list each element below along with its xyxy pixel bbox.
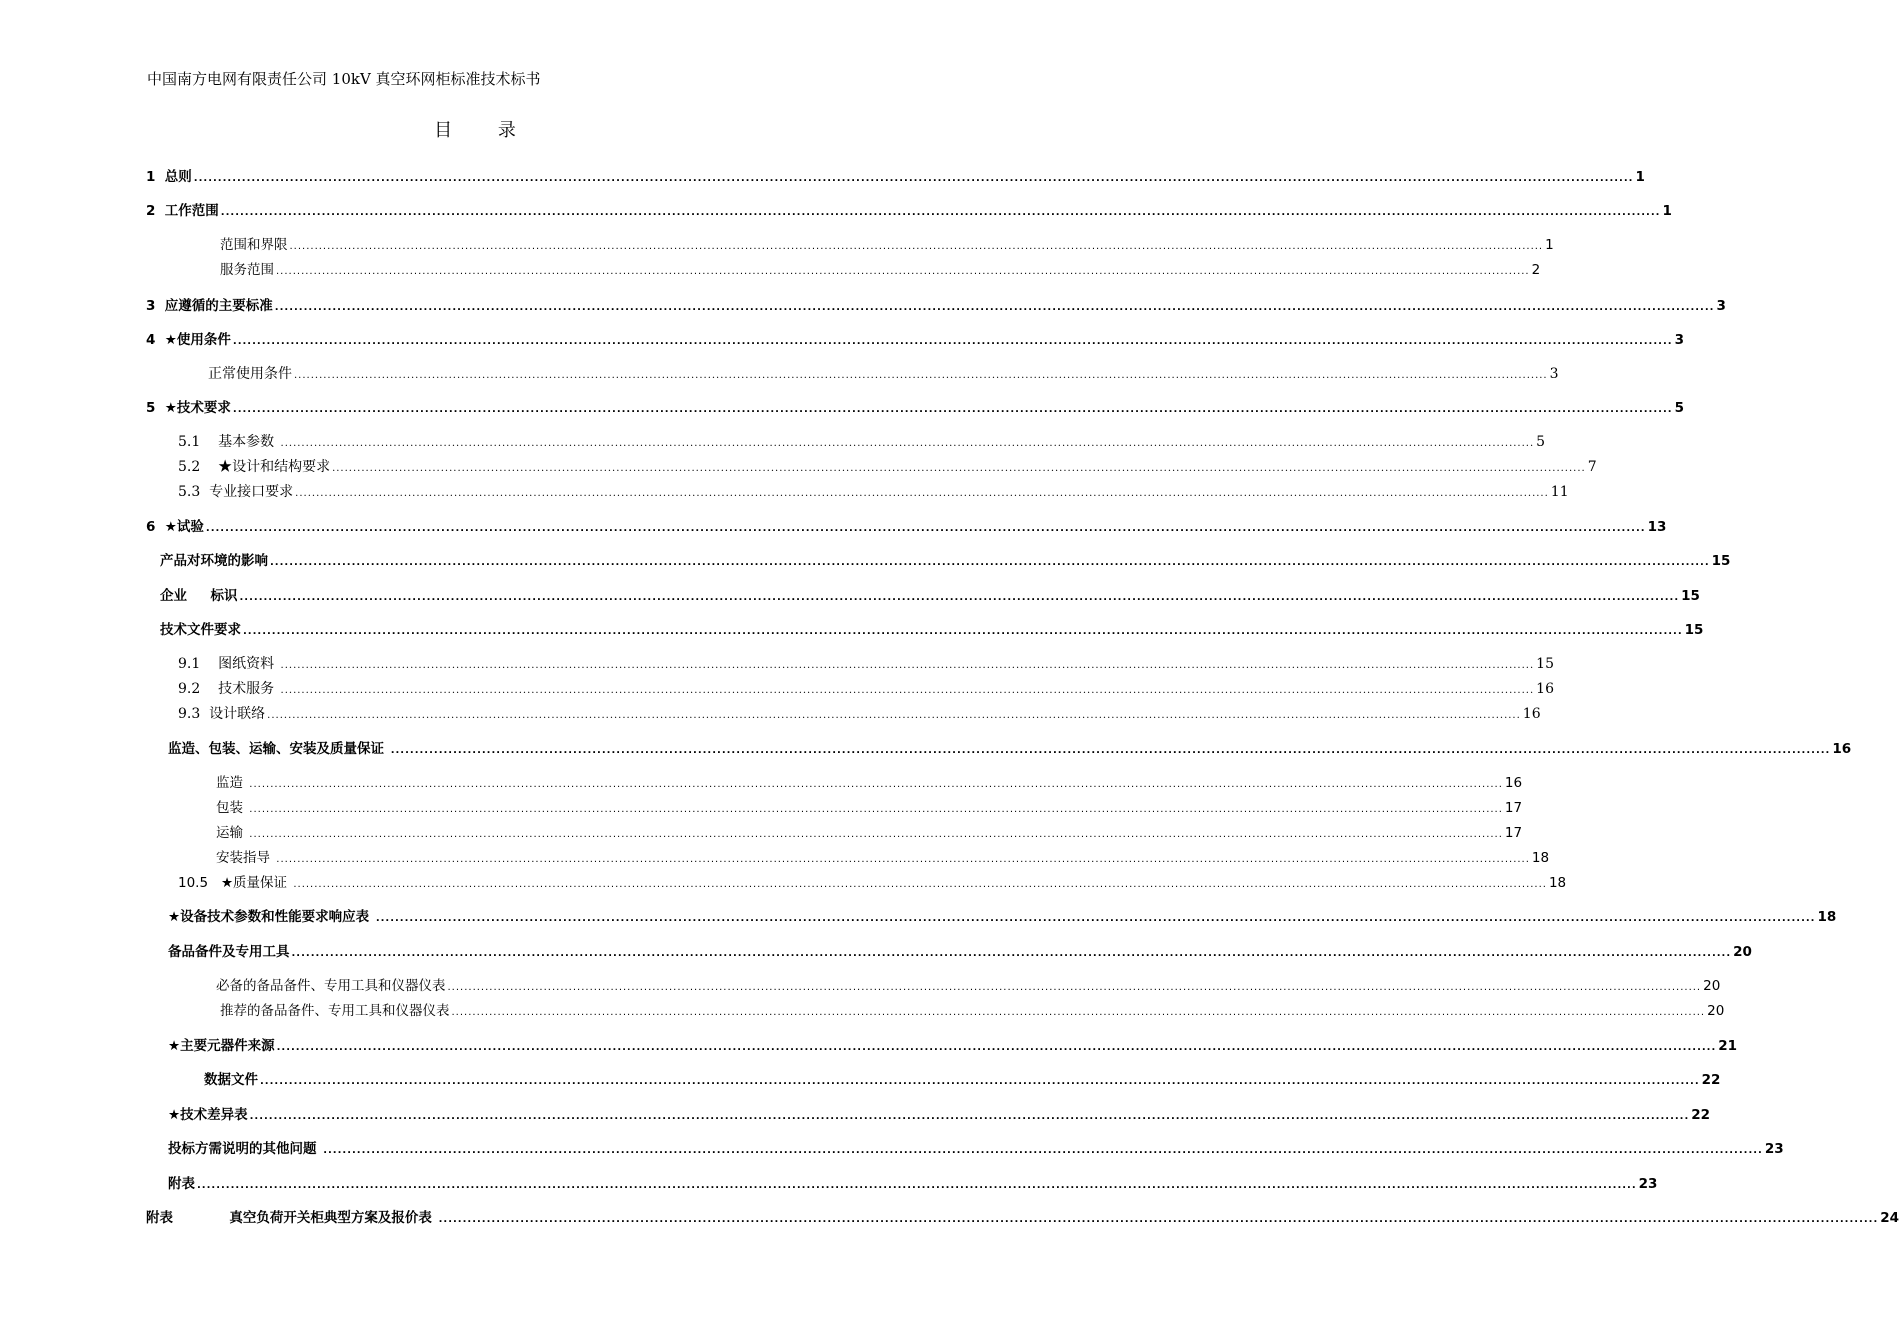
- toc-entry-page: 20: [1707, 1003, 1725, 1019]
- dot-leader: ............................................................................................................................................................................................................................................................................................................: [293, 879, 1547, 890]
- toc-entry[interactable]: [160, 551, 1731, 571]
- dot-leader: ............................................................................................................................................................................................................................................................................................................: [239, 592, 1680, 603]
- toc-entry-number: 10.5: [178, 875, 221, 891]
- toc-entry-label: ★设计和结构要求: [218, 459, 331, 475]
- toc-entry[interactable]: [146, 1208, 1899, 1228]
- dot-leader: ............................................................................................................................................................................................................................................................................................................: [232, 336, 1673, 347]
- toc-entry-label: 服务范围: [220, 262, 274, 278]
- toc-entry[interactable]: [208, 364, 1559, 384]
- toc-entry[interactable]: [220, 260, 1541, 280]
- toc-entry-page: 23: [1638, 1176, 1658, 1192]
- toc-entry[interactable]: [160, 586, 1700, 606]
- toc-entry[interactable]: [204, 1070, 1721, 1090]
- toc-entry[interactable]: [168, 1139, 1784, 1159]
- toc-entry[interactable]: [168, 1105, 1711, 1125]
- dot-leader: ............................................................................................................................................................................................................................................................................................................: [291, 948, 1732, 959]
- toc-entry-number: 附表: [146, 1210, 230, 1226]
- dot-leader: ............................................................................................................................................................................................................................................................................................................: [274, 302, 1715, 313]
- toc-entry-label: 企业 标识: [160, 588, 238, 604]
- toc-entry-label: 总则: [164, 169, 192, 185]
- toc-entry-page: 15: [1681, 588, 1700, 604]
- toc-entry-label: 技术文件要求: [160, 622, 241, 638]
- toc-entry[interactable]: [146, 167, 1645, 187]
- toc-entry-page: 11: [1550, 484, 1569, 500]
- toc-entry-page: 18: [1548, 875, 1567, 891]
- toc-entry-label: 专业接口要求: [209, 484, 294, 500]
- toc-entry[interactable]: [178, 432, 1546, 452]
- toc-entry-page: 1: [1635, 169, 1645, 185]
- toc-entry-page: 23: [1764, 1141, 1784, 1157]
- toc-entry[interactable]: [146, 296, 1726, 316]
- toc-entry-label: 投标方需说明的其他问题: [168, 1141, 322, 1157]
- toc-entry-number: 1: [146, 169, 165, 185]
- toc-entry-number: 3: [146, 298, 165, 314]
- toc-entry[interactable]: [178, 704, 1541, 724]
- toc-entry-number: 5.3: [178, 484, 210, 500]
- toc-entry-number: 9.1: [178, 656, 219, 672]
- toc-entry-page: 16: [1536, 681, 1554, 697]
- toc-entry[interactable]: [146, 201, 1672, 221]
- toc-entry[interactable]: [178, 482, 1569, 502]
- dot-leader: ............................................................................................................................................................................................................................................................................................................: [375, 913, 1816, 924]
- toc-entry-number: 5: [146, 400, 165, 416]
- dot-leader: ............................................................................................................................................................................................................................................................................................................: [276, 1042, 1717, 1053]
- toc-entry-page: 16: [1504, 775, 1523, 791]
- dot-leader: ............................................................................................................................................................................................................................................................................................................: [280, 438, 1535, 449]
- toc-entry-label: 运输: [216, 825, 248, 841]
- toc-entry-label: 必备的备品备件、专用工具和仪器仪表: [216, 978, 446, 994]
- dot-leader: ............................................................................................................................................................................................................................................................................................................: [323, 1145, 1763, 1156]
- toc-entry-page: 2: [1531, 262, 1541, 278]
- toc-entry-page: 21: [1718, 1038, 1738, 1054]
- toc-entry-label: 推荐的备品备件、专用工具和仪器仪表: [220, 1003, 450, 1019]
- toc-entry-page: 16: [1832, 741, 1852, 757]
- toc-entry-page: 7: [1587, 459, 1597, 475]
- toc-entry-page: 20: [1733, 944, 1752, 960]
- toc-entry-label: 安装指导: [216, 850, 275, 866]
- toc-entry[interactable]: [178, 457, 1597, 477]
- toc-entry[interactable]: [146, 330, 1684, 350]
- dot-leader: ............................................................................................................................................................................................................................................................................................................: [295, 488, 1549, 499]
- toc-entry[interactable]: [220, 1001, 1725, 1021]
- dot-leader: ............................................................................................................................................................................................................................................................................................................: [267, 710, 1521, 721]
- toc-entry-label: 真空负荷开关柜典型方案及报价表: [229, 1210, 437, 1226]
- toc-entry-label: ★设备技术参数和性能要求响应表: [168, 909, 374, 925]
- toc-entry-page: 5: [1536, 434, 1546, 450]
- dot-leader: ............................................................................................................................................................................................................................................................................................................: [294, 370, 1548, 381]
- dot-leader: ............................................................................................................................................................................................................................................................................................................: [205, 523, 1646, 534]
- toc-entry[interactable]: [146, 398, 1684, 418]
- toc-entry[interactable]: [220, 235, 1554, 255]
- toc-entry[interactable]: [178, 679, 1554, 699]
- dot-leader: ............................................................................................................................................................................................................................................................................................................: [243, 626, 1683, 637]
- toc-entry-label: 基本参数: [218, 434, 279, 450]
- toc-entry-page: 22: [1701, 1072, 1721, 1088]
- dot-leader: ............................................................................................................................................................................................................................................................................................................: [249, 779, 1503, 790]
- toc-entry-page: 18: [1817, 909, 1837, 925]
- toc-entry-label: ★试验: [164, 519, 204, 535]
- toc-entry-number: 9.2: [178, 681, 219, 697]
- dot-leader: ............................................................................................................................................................................................................................................................................................................: [447, 982, 1702, 993]
- toc-entry-page: 20: [1703, 978, 1721, 994]
- dot-leader: ............................................................................................................................................................................................................................................................................................................: [193, 173, 1634, 184]
- toc-entry-number: 9.3: [178, 706, 210, 722]
- toc-entry[interactable]: [146, 517, 1667, 537]
- toc-entry-number: 5.1: [178, 434, 219, 450]
- toc-entry-label: 技术服务: [218, 681, 279, 697]
- toc-entry-page: 1: [1545, 237, 1554, 253]
- toc-entry[interactable]: [216, 798, 1523, 818]
- toc-entry[interactable]: [168, 1174, 1658, 1194]
- toc-entry-page: 22: [1691, 1107, 1711, 1123]
- dot-leader: ............................................................................................................................................................................................................................................................................................................: [260, 1076, 1700, 1087]
- toc-entry-page: 3: [1674, 332, 1684, 348]
- page-header: 中国南方电网有限责任公司 10kV 真空环网柜标准技术标书: [147, 70, 541, 88]
- toc-entry[interactable]: [168, 1036, 1738, 1056]
- dot-leader: ............................................................................................................................................................................................................................................................................................................: [232, 404, 1673, 415]
- toc-entry-page: 13: [1647, 519, 1667, 535]
- toc-entry-page: 16: [1522, 706, 1541, 722]
- toc-entry-label: ★质量保证: [220, 875, 292, 891]
- toc-entry-label: ★使用条件: [164, 332, 231, 348]
- toc-entry-page: 3: [1716, 298, 1726, 314]
- toc-entry-page: 18: [1531, 850, 1550, 866]
- toc-entry-label: 备品备件及专用工具: [168, 944, 290, 960]
- dot-leader: ............................................................................................................................................................................................................................................................................................................: [451, 1007, 1706, 1018]
- toc-entry[interactable]: [216, 773, 1523, 793]
- toc-entry-label: ★技术差异表: [168, 1107, 248, 1123]
- toc-entry[interactable]: [216, 823, 1523, 843]
- toc-entry-label: 产品对环境的影响: [160, 553, 268, 569]
- toc-entry-label: 附表: [168, 1176, 195, 1192]
- dot-leader: ............................................................................................................................................................................................................................................................................................................: [280, 685, 1535, 696]
- toc-entry-label: 设计联络: [209, 706, 266, 722]
- toc-entry[interactable]: [178, 654, 1554, 674]
- toc-entry-page: 24: [1880, 1210, 1899, 1226]
- toc-entry-label: ★技术要求: [164, 400, 231, 416]
- toc-entry-page: 17: [1504, 825, 1523, 841]
- toc-entry-page: 15: [1711, 553, 1731, 569]
- toc-entry-label: 正常使用条件: [208, 366, 292, 382]
- dot-leader: ............................................................................................................................................................................................................................................................................................................: [276, 854, 1530, 865]
- dot-leader: ............................................................................................................................................................................................................................................................................................................: [249, 1111, 1690, 1122]
- toc-entry-label: 应遵循的主要标准: [164, 298, 273, 314]
- toc-entry-label: 图纸资料: [218, 656, 279, 672]
- toc-entry-label: 范围和界限: [220, 237, 288, 253]
- dot-leader: ............................................................................................................................................................................................................................................................................................................: [249, 829, 1503, 840]
- dot-leader: ............................................................................................................................................................................................................................................................................................................: [270, 557, 1710, 568]
- toc-title: 目 录: [434, 120, 536, 141]
- toc-entry[interactable]: [168, 739, 1852, 759]
- dot-leader: ............................................................................................................................................................................................................................................................................................................: [289, 241, 1544, 252]
- toc-entry-page: 5: [1674, 400, 1684, 416]
- toc-entry-label: 包装: [216, 800, 248, 816]
- toc-entry-number: 4: [146, 332, 165, 348]
- dot-leader: ............................................................................................................................................................................................................................................................................................................: [276, 266, 1530, 277]
- toc-entry-page: 3: [1549, 366, 1559, 382]
- toc-entry-label: 监造、包装、运输、安装及质量保证: [168, 741, 389, 757]
- toc-entry-number: 2: [146, 203, 165, 219]
- toc-entry[interactable]: [216, 976, 1721, 996]
- toc-entry-label: ★主要元器件来源: [168, 1038, 275, 1054]
- dot-leader: ............................................................................................................................................................................................................................................................................................................: [197, 1180, 1637, 1191]
- toc-entry[interactable]: [178, 873, 1567, 893]
- toc-entry-label: 数据文件: [204, 1072, 258, 1088]
- toc-entry-number: 6: [146, 519, 165, 535]
- toc-entry-page: 15: [1684, 622, 1704, 638]
- toc-entry[interactable]: [168, 907, 1837, 927]
- dot-leader: ............................................................................................................................................................................................................................................................................................................: [220, 207, 1661, 218]
- toc-entry[interactable]: [216, 848, 1550, 868]
- dot-leader: ............................................................................................................................................................................................................................................................................................................: [280, 660, 1535, 671]
- toc-entry[interactable]: [160, 620, 1704, 640]
- toc-entry-label: 工作范围: [164, 203, 219, 219]
- toc-entry-page: 15: [1536, 656, 1554, 672]
- dot-leader: ............................................................................................................................................................................................................................................................................................................: [438, 1214, 1879, 1225]
- toc-entry-page: 1: [1662, 203, 1672, 219]
- toc-entry-number: 5.2: [178, 459, 219, 475]
- toc-entry[interactable]: [168, 942, 1752, 962]
- dot-leader: ............................................................................................................................................................................................................................................................................................................: [332, 463, 1586, 474]
- toc-entry-label: 监造: [216, 775, 248, 791]
- dot-leader: ............................................................................................................................................................................................................................................................................................................: [390, 745, 1831, 756]
- dot-leader: ............................................................................................................................................................................................................................................................................................................: [249, 804, 1503, 815]
- toc-entry-page: 17: [1504, 800, 1523, 816]
